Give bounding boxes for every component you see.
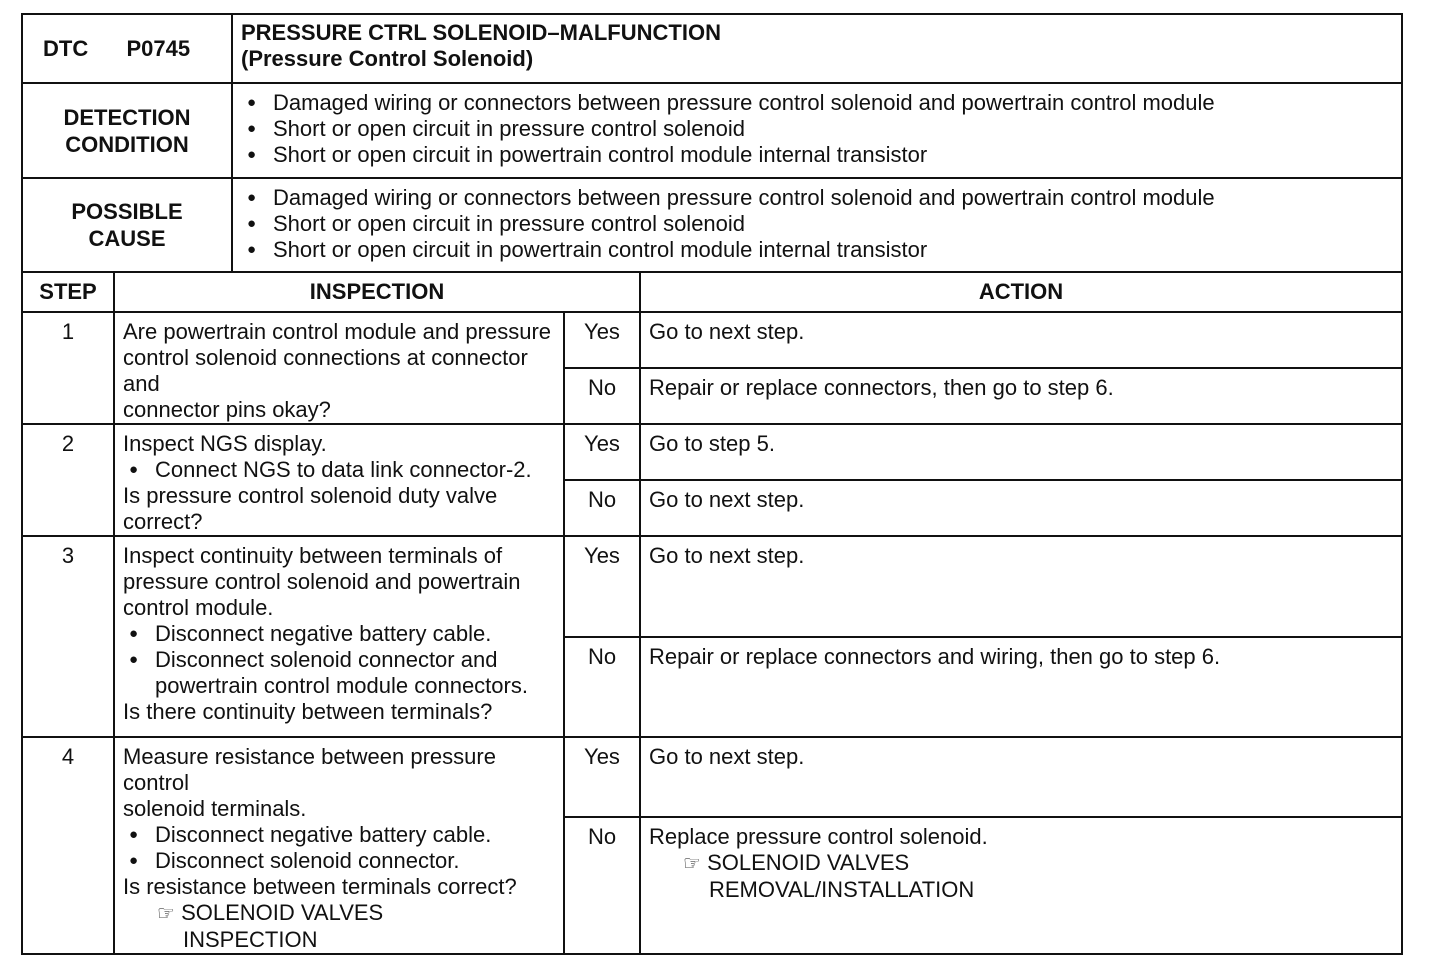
inspection-line: connector pins okay?	[123, 397, 331, 422]
dtc-title-cell	[232, 14, 1402, 83]
yes-label: Yes	[564, 424, 640, 480]
yes-action: Go to next step.	[640, 737, 1402, 817]
table-row	[22, 737, 1402, 817]
inspection-line: Measure resistance between pressure control	[123, 744, 496, 795]
list-item: ● Short or open circuit in powertrain control module internal transistor	[241, 237, 1393, 263]
inspection-line: Inspect continuity between terminals of	[123, 543, 503, 568]
yes-label: Yes	[564, 536, 640, 637]
yes-action: Go to next step.	[640, 536, 1402, 637]
yes-label: Yes	[564, 737, 640, 817]
list-item: ● Disconnect negative battery cable.	[123, 822, 555, 848]
reference-line: INSPECTION	[183, 927, 318, 952]
table-row	[22, 536, 1402, 637]
step-inspection	[114, 737, 564, 954]
step-number: 2	[22, 424, 114, 536]
reference-line: SOLENOID VALVES	[181, 900, 384, 925]
list-item-line: powertrain control module connectors.	[155, 673, 528, 698]
step-inspection	[114, 312, 564, 424]
no-action: Replace pressure control solenoid.	[649, 824, 988, 850]
list-item	[123, 647, 555, 699]
yes-action: Go to next step.	[640, 312, 1402, 368]
reference-link	[123, 900, 555, 927]
dtc-code: P0745	[126, 35, 191, 61]
list-item: ● Disconnect solenoid connector.	[123, 848, 555, 874]
list-item: ● Disconnect negative battery cable.	[123, 621, 555, 647]
no-action: Repair or replace connectors, then go to step 6.	[640, 368, 1402, 424]
list-item-line: ● Disconnect solenoid connector and	[155, 647, 498, 672]
inspection-line: Inspect NGS display.	[123, 431, 327, 456]
list-item: ● Damaged wiring or connectors between pressure control solenoid and powertrain control module	[241, 90, 1393, 116]
pointing-hand-icon: ☞	[683, 853, 701, 876]
no-label: No	[564, 480, 640, 536]
diagnostic-table	[21, 13, 1403, 955]
pointing-hand-icon: ☞	[157, 903, 175, 925]
yes-action: Go to step 5.	[640, 424, 1402, 480]
column-inspection: INSPECTION	[114, 272, 640, 312]
table-row	[22, 312, 1402, 368]
inspection-line: control module.	[123, 595, 274, 620]
cause-label	[22, 178, 232, 272]
dtc-subtitle: (Pressure Control Solenoid)	[241, 46, 534, 71]
reference-link	[649, 850, 1393, 877]
inspection-question: Is resistance between terminals correct?	[123, 874, 517, 899]
inspection-question: Is there continuity between terminals?	[123, 699, 493, 724]
list-item: ● Short or open circuit in pressure control solenoid	[241, 211, 1393, 237]
header-row	[22, 14, 1402, 83]
step-inspection	[114, 424, 564, 536]
column-action: ACTION	[640, 272, 1402, 312]
reference-line: SOLENOID VALVES	[707, 850, 910, 876]
inspection-line: solenoid terminals.	[123, 796, 307, 821]
column-header-row	[22, 272, 1402, 312]
reference-line: REMOVAL/INSTALLATION	[709, 877, 975, 903]
detection-row	[22, 83, 1402, 178]
cause-row	[22, 178, 1402, 272]
no-label: No	[564, 368, 640, 424]
step-number: 3	[22, 536, 114, 737]
inspection-line: control solenoid connections at connector and	[123, 345, 528, 396]
cause-list	[232, 178, 1402, 272]
no-action-cell	[640, 817, 1402, 954]
detection-label	[22, 83, 232, 178]
step-number: 1	[22, 312, 114, 424]
detection-list	[232, 83, 1402, 178]
list-item: ● Damaged wiring or connectors between pressure control solenoid and powertrain control module	[241, 185, 1393, 211]
step-number: 4	[22, 737, 114, 954]
inspection-line: Is pressure control solenoid duty valve correct?	[123, 483, 498, 534]
list-item: ● Connect NGS to data link connector-2.	[123, 457, 555, 483]
cause-label-line2: CAUSE	[88, 226, 166, 251]
step-inspection	[114, 536, 564, 737]
list-item: ● Short or open circuit in pressure control solenoid	[241, 116, 1393, 142]
table-row	[22, 424, 1402, 480]
no-label: No	[564, 637, 640, 737]
column-step: STEP	[22, 272, 114, 312]
list-item: ● Short or open circuit in powertrain control module internal transistor	[241, 142, 1393, 168]
inspection-line: Are powertrain control module and pressure	[123, 319, 552, 344]
cause-label-line1: POSSIBLE	[71, 199, 183, 224]
detection-label-line2: CONDITION	[65, 131, 189, 157]
dtc-label: DTC	[43, 35, 89, 61]
detection-label-line1: DETECTION	[63, 104, 191, 130]
no-label: No	[564, 817, 640, 954]
yes-label: Yes	[564, 312, 640, 368]
inspection-line: pressure control solenoid and powertrain	[123, 569, 521, 594]
no-action: Repair or replace connectors and wiring, then go to step 6.	[640, 637, 1402, 737]
dtc-document	[21, 13, 1401, 952]
dtc-title: PRESSURE CTRL SOLENOID–MALFUNCTION	[241, 20, 721, 45]
dtc-cell	[22, 14, 232, 83]
no-action: Go to next step.	[640, 480, 1402, 536]
